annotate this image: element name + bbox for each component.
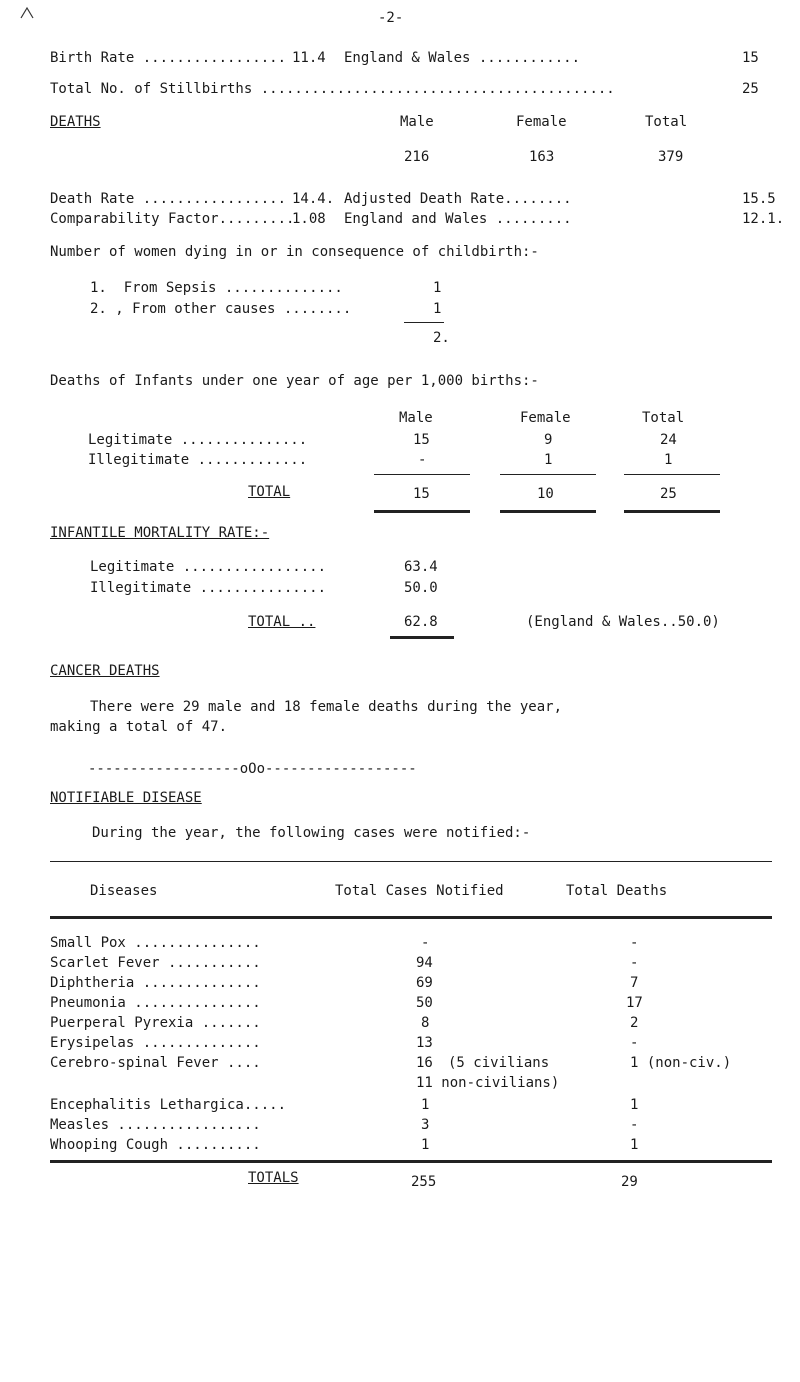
- table-bottom-rule: [50, 1160, 772, 1163]
- stillbirths-label: Total No. of Stillbirths ..........................................: [50, 81, 615, 97]
- death-rate-value: 14.4.: [292, 191, 335, 207]
- birth-rate-compare-value: 15: [742, 50, 759, 66]
- disease-row-deaths: 17: [626, 995, 643, 1011]
- disease-row-cases: 3: [421, 1117, 430, 1133]
- disease-row-deaths: -: [630, 1035, 639, 1051]
- corner-arrow-icon: [18, 4, 36, 22]
- infant-double-rule-female: [500, 510, 596, 513]
- infant-col-total: Total: [642, 410, 685, 426]
- page-number: -2-: [378, 10, 404, 26]
- disease-row: Small Pox ...............: [50, 935, 261, 951]
- disease-row-cases: 16: [416, 1055, 433, 1071]
- childbirth-item-1-value: 1: [433, 280, 442, 296]
- imr-compare: (England & Wales..50.0): [526, 614, 720, 630]
- infant-deaths-intro: Deaths of Infants under one year of age per 1,000 births:-: [50, 373, 539, 389]
- deaths-col-female: Female: [516, 114, 567, 130]
- disease-row: Encephalitis Lethargica.....: [50, 1097, 287, 1113]
- infant-row-legitimate-female: 9: [544, 432, 553, 448]
- notifiable-heading: NOTIFIABLE DISEASE: [50, 790, 202, 806]
- comparability-value: 1.08: [292, 211, 326, 227]
- infant-col-female: Female: [520, 410, 571, 426]
- childbirth-item-2-value: 1: [433, 301, 442, 317]
- notifiable-intro: During the year, the following cases were notified:-: [92, 825, 531, 841]
- imr-total-value: 62.8: [404, 614, 438, 630]
- disease-row-deaths: 1 (non-civ.): [630, 1055, 732, 1071]
- table-total-cases: 255: [411, 1174, 437, 1190]
- childbirth-item-2-label: 2. , From other causes ........: [90, 301, 352, 317]
- infant-row-illegitimate-male: -: [418, 452, 427, 468]
- imr-illegitimate-value: 50.0: [404, 580, 438, 596]
- infant-total-male: 15: [413, 486, 430, 502]
- disease-row-deaths: 7: [630, 975, 639, 991]
- table-col-deaths: Total Deaths: [566, 883, 668, 899]
- infant-rule-female: [500, 474, 596, 475]
- disease-row-cases: 1: [421, 1137, 430, 1153]
- imr-total-label: TOTAL ..: [248, 614, 316, 630]
- table-header-rule: [50, 916, 772, 919]
- deaths-male: 216: [404, 149, 430, 165]
- stillbirths-value: 25: [742, 81, 759, 97]
- disease-row: Erysipelas ..............: [50, 1035, 261, 1051]
- infant-row-illegitimate-female: 1: [544, 452, 553, 468]
- cancer-line-2: making a total of 47.: [50, 719, 228, 735]
- imr-total-rule: [390, 636, 454, 639]
- disease-row-deaths: 2: [630, 1015, 639, 1031]
- disease-row-cases: 50: [416, 995, 433, 1011]
- disease-row: Whooping Cough ..........: [50, 1137, 261, 1153]
- infant-row-illegitimate-label: Illegitimate .............: [88, 452, 308, 468]
- infant-total-female: 10: [537, 486, 554, 502]
- cancer-line-1: There were 29 male and 18 female deaths during the year,: [90, 699, 563, 715]
- death-rate-label: Death Rate .................: [50, 191, 287, 207]
- infant-double-rule-total: [624, 510, 720, 513]
- infant-row-illegitimate-total: 1: [664, 452, 673, 468]
- deaths-col-total: Total: [645, 114, 688, 130]
- infant-total-total: 25: [660, 486, 677, 502]
- infant-total-label: TOTAL: [248, 484, 291, 500]
- disease-row: Puerperal Pyrexia .......: [50, 1015, 261, 1031]
- infant-rule-male: [374, 474, 470, 475]
- disease-row-cases: 1: [421, 1097, 430, 1113]
- table-col-cases: Total Cases Notified: [335, 883, 504, 899]
- childbirth-total: 2.: [433, 330, 450, 346]
- childbirth-total-rule: [404, 322, 444, 323]
- disease-row-deaths: -: [630, 935, 639, 951]
- childbirth-item-1-label: 1. From Sepsis ..............: [90, 280, 343, 296]
- disease-row-note: 11 non-civilians): [416, 1075, 560, 1091]
- birth-rate-value: 11.4: [292, 50, 326, 66]
- disease-row-cases: 8: [421, 1015, 430, 1031]
- disease-row: Scarlet Fever ...........: [50, 955, 261, 971]
- disease-row-cases: 94: [416, 955, 433, 971]
- disease-row-deaths: 1: [630, 1137, 639, 1153]
- adjusted-death-rate-value: 15.5: [742, 191, 776, 207]
- disease-row-deaths: 1: [630, 1097, 639, 1113]
- comparability-label: Comparability Factor.........: [50, 211, 295, 227]
- birth-rate-label: Birth Rate .................: [50, 50, 287, 66]
- disease-row-deaths: -: [630, 1117, 639, 1133]
- table-top-rule: [50, 861, 772, 862]
- comparability-compare-label: England and Wales .........: [344, 211, 572, 227]
- deaths-heading: DEATHS: [50, 114, 101, 130]
- disease-row-cases: 69: [416, 975, 433, 991]
- disease-row: Pneumonia ...............: [50, 995, 261, 1011]
- comparability-compare-value: 12.1.: [742, 211, 785, 227]
- disease-row: Measles .................: [50, 1117, 261, 1133]
- infant-row-legitimate-male: 15: [413, 432, 430, 448]
- deaths-female: 163: [529, 149, 555, 165]
- disease-row-cases: 13: [416, 1035, 433, 1051]
- deaths-col-male: Male: [400, 114, 434, 130]
- birth-rate-compare-label: England & Wales ............: [344, 50, 581, 66]
- imr-legitimate-value: 63.4: [404, 559, 438, 575]
- table-col-diseases: Diseases: [90, 883, 158, 899]
- disease-row-note: (5 civilians: [448, 1055, 550, 1071]
- section-separator: ------------------oOo------------------: [88, 761, 417, 777]
- infant-row-legitimate-total: 24: [660, 432, 677, 448]
- childbirth-intro: Number of women dying in or in consequence of childbirth:-: [50, 244, 539, 260]
- disease-row-cases: -: [421, 935, 430, 951]
- infant-col-male: Male: [399, 410, 433, 426]
- disease-row: Diphtheria ..............: [50, 975, 261, 991]
- disease-row: Cerebro-spinal Fever ....: [50, 1055, 261, 1071]
- imr-legitimate-label: Legitimate .................: [90, 559, 327, 575]
- table-total-deaths: 29: [621, 1174, 638, 1190]
- disease-row-deaths: -: [630, 955, 639, 971]
- infant-row-legitimate-label: Legitimate ...............: [88, 432, 308, 448]
- table-totals-label: TOTALS: [248, 1170, 299, 1186]
- imr-illegitimate-label: Illegitimate ...............: [90, 580, 327, 596]
- infant-rule-total: [624, 474, 720, 475]
- infant-double-rule-male: [374, 510, 470, 513]
- deaths-total: 379: [658, 149, 684, 165]
- adjusted-death-rate-label: Adjusted Death Rate........: [344, 191, 572, 207]
- cancer-heading: CANCER DEATHS: [50, 663, 160, 679]
- imr-heading: INFANTILE MORTALITY RATE:-: [50, 525, 270, 541]
